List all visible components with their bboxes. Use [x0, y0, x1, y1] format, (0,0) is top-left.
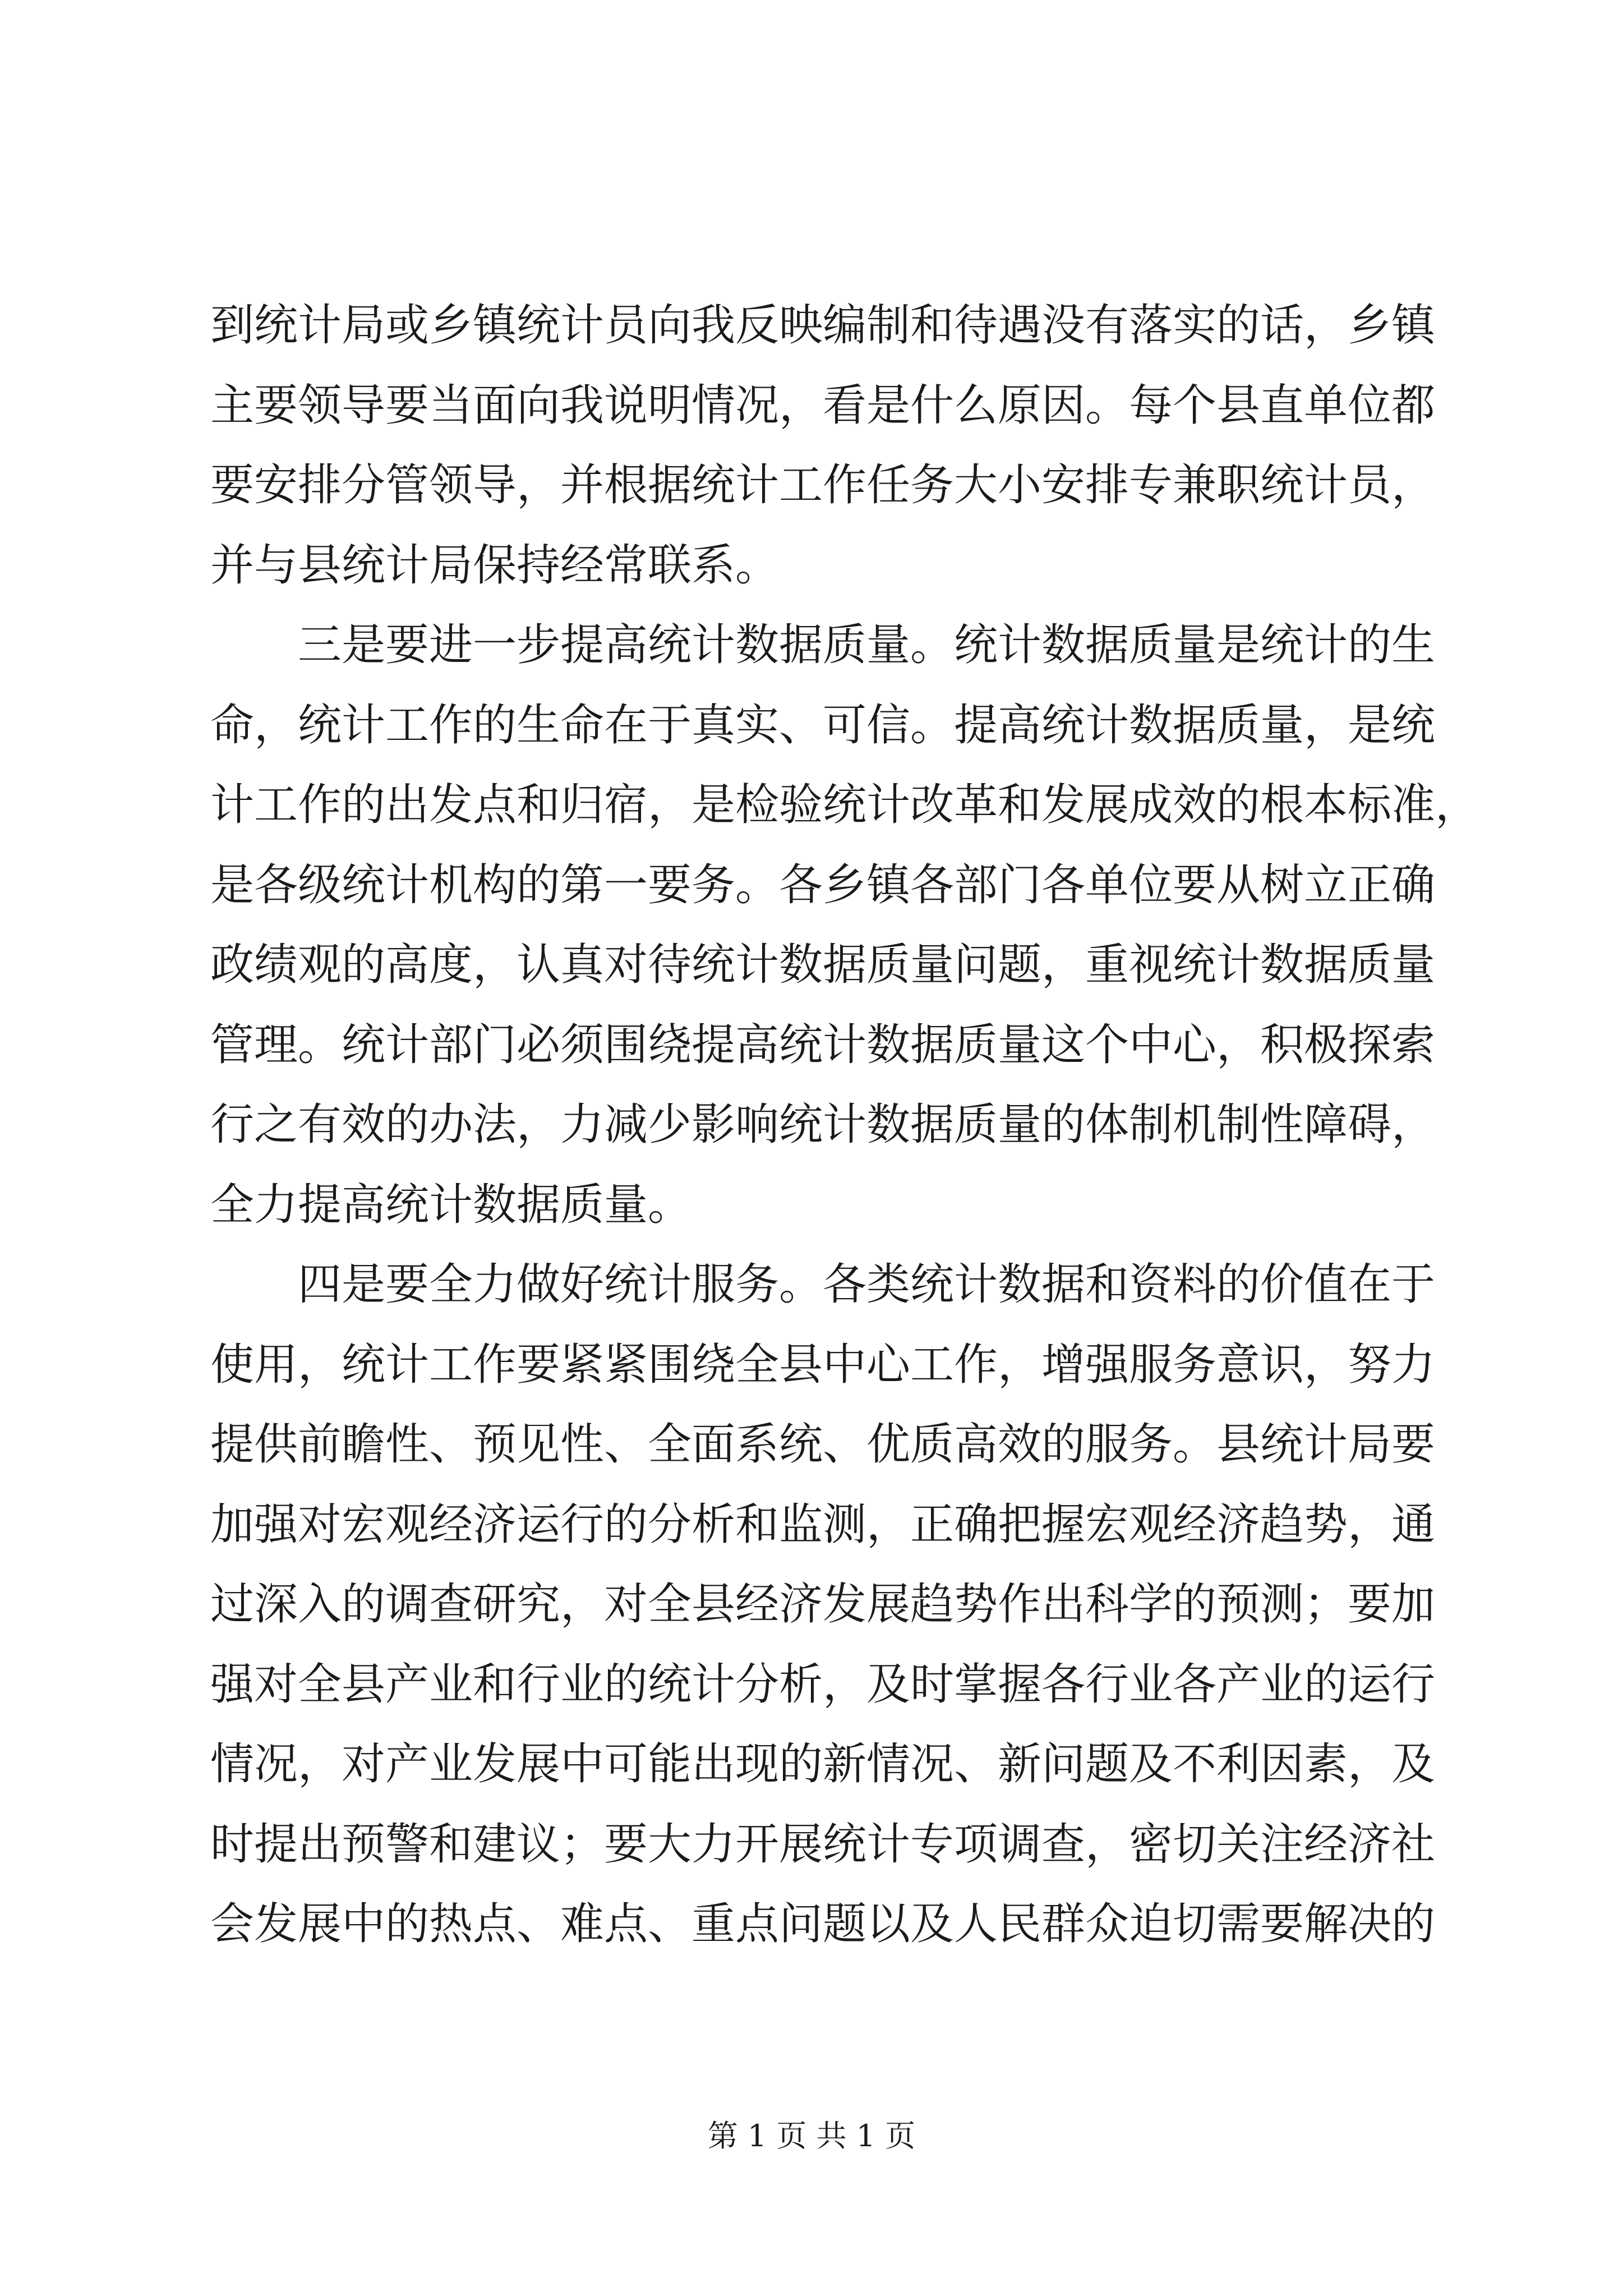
body-text — [210, 286, 1479, 1964]
text-line: 强对全县产业和行业的统计分析，及时掌握各行业各产业的运行 — [210, 1659, 1436, 1710]
text-line: 提供前瞻性、预见性、全面系统、优质高效的服务。县统计局要 — [210, 1419, 1436, 1470]
text-line: 加强对宏观经济运行的分析和监测，正确把握宏观经济趋势，通 — [210, 1499, 1436, 1550]
text-line: 是各级统计机构的第一要务。各乡镇各部门各单位要从树立正确 — [210, 859, 1436, 910]
text-line: 要安排分管领导，并根据统计工作任务大小安排专兼职统计员， — [210, 460, 1436, 510]
text-line: 过深入的调查研究，对全县经济发展趋势作出科学的预测；要加 — [210, 1579, 1436, 1630]
text-line: 主要领导要当面向我说明情况，看是什么原因。每个县直单位都 — [210, 380, 1436, 431]
text-line: 命，统计工作的生命在于真实、可信。提高统计数据质量，是统 — [210, 700, 1436, 751]
text-line: 并与县统计局保持经常联系。 — [210, 540, 780, 591]
text-line: 行之有效的办法，力减少影响统计数据质量的体制机制性障碍， — [210, 1099, 1436, 1150]
text-line: 到统计局或乡镇统计员向我反映编制和待遇没有落实的话，乡镇 — [210, 300, 1436, 351]
text-line: 会发展中的热点、难点、重点问题以及人民群众迫切需要解决的 — [210, 1899, 1436, 1949]
text-line: 时提出预警和建议；要大力开展统计专项调查，密切关注经济社 — [210, 1819, 1436, 1870]
text-line: 管理。统计部门必须围绕提高统计数据质量这个中心，积极探索 — [210, 1019, 1436, 1070]
paragraph-first-line: 四是要全力做好统计服务。各类统计数据和资料的价值在于 — [298, 1259, 1436, 1310]
text-line: 全力提高统计数据质量。 — [210, 1179, 692, 1230]
text-line: 计工作的出发点和归宿，是检验统计改革和发展成效的根本标准， — [210, 780, 1479, 830]
text-line: 政绩观的高度，认真对待统计数据质量问题，重视统计数据质量 — [210, 940, 1436, 990]
text-line: 情况，对产业发展中可能出现的新情况、新问题及不利因素，及 — [210, 1739, 1436, 1789]
page-footer: 第 1 页 共 1 页 — [707, 2118, 916, 2154]
text-line: 使用，统计工作要紧紧围绕全县中心工作，增强服务意识，努力 — [210, 1339, 1436, 1390]
paragraph-first-line: 三是要进一步提高统计数据质量。统计数据质量是统计的生 — [298, 620, 1436, 670]
